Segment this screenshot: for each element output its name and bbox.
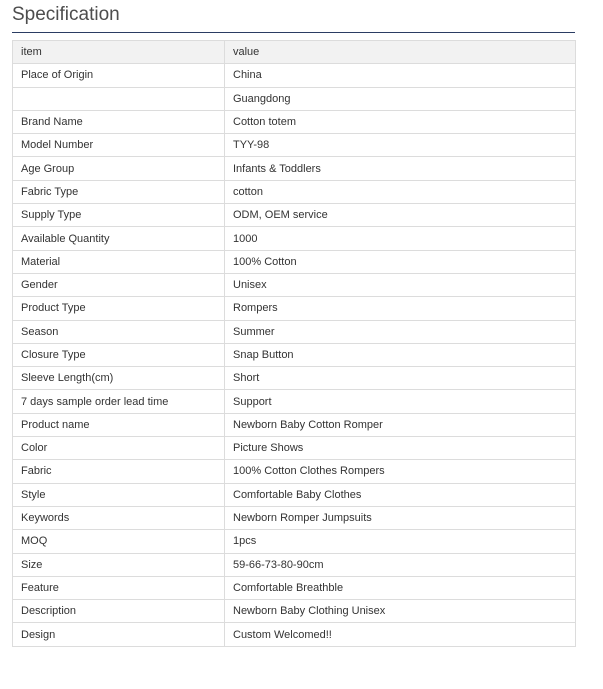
table-row bbox=[13, 506, 576, 529]
row-value-cell: Newborn Baby Clothing Unisex bbox=[225, 600, 576, 623]
row-item-cell: Design bbox=[13, 623, 225, 646]
row-item-cell: Size bbox=[13, 553, 225, 576]
table-row bbox=[13, 623, 576, 646]
row-item-cell: Description bbox=[13, 600, 225, 623]
table-row bbox=[13, 390, 576, 413]
table-row bbox=[13, 600, 576, 623]
row-value-cell: Summer bbox=[225, 320, 576, 343]
row-item-cell: Supply Type bbox=[13, 204, 225, 227]
row-item-cell: Model Number bbox=[13, 134, 225, 157]
header-item-cell: item bbox=[13, 41, 225, 64]
table-row bbox=[13, 483, 576, 506]
table-row bbox=[13, 553, 576, 576]
row-item-cell: MOQ bbox=[13, 530, 225, 553]
table-row bbox=[13, 343, 576, 366]
row-value-cell: Comfortable Breathble bbox=[225, 576, 576, 599]
row-value-cell: 100% Cotton Clothes Rompers bbox=[225, 460, 576, 483]
table-row bbox=[13, 437, 576, 460]
table-row bbox=[13, 576, 576, 599]
row-value-cell: Newborn Romper Jumpsuits bbox=[225, 506, 576, 529]
row-value-cell: ODM, OEM service bbox=[225, 204, 576, 227]
specification-table bbox=[12, 40, 576, 647]
table-row bbox=[13, 204, 576, 227]
row-value-cell: Picture Shows bbox=[225, 437, 576, 460]
table-row bbox=[13, 250, 576, 273]
table-row bbox=[13, 460, 576, 483]
row-item-cell: Brand Name bbox=[13, 110, 225, 133]
table-row bbox=[13, 367, 576, 390]
row-item-cell: Material bbox=[13, 250, 225, 273]
header-value-cell: value bbox=[225, 41, 576, 64]
table-row bbox=[13, 227, 576, 250]
row-value-cell: Support bbox=[225, 390, 576, 413]
row-item-cell: Available Quantity bbox=[13, 227, 225, 250]
table-row bbox=[13, 87, 576, 110]
table-row bbox=[13, 180, 576, 203]
table-row bbox=[13, 530, 576, 553]
table-row bbox=[13, 110, 576, 133]
table-row bbox=[13, 64, 576, 87]
row-item-cell: Color bbox=[13, 437, 225, 460]
row-value-cell: 1pcs bbox=[225, 530, 576, 553]
row-value-cell: 59-66-73-80-90cm bbox=[225, 553, 576, 576]
row-item-cell: Fabric bbox=[13, 460, 225, 483]
row-value-cell: Guangdong bbox=[225, 87, 576, 110]
table-row bbox=[13, 297, 576, 320]
row-value-cell: Comfortable Baby Clothes bbox=[225, 483, 576, 506]
table-row bbox=[13, 413, 576, 436]
table-header-row bbox=[13, 41, 576, 64]
row-item-cell: Age Group bbox=[13, 157, 225, 180]
row-item-cell: Gender bbox=[13, 273, 225, 296]
row-item-cell: Keywords bbox=[13, 506, 225, 529]
row-item-cell: Feature bbox=[13, 576, 225, 599]
row-value-cell: 1000 bbox=[225, 227, 576, 250]
row-item-cell: Product Type bbox=[13, 297, 225, 320]
title-divider bbox=[12, 32, 575, 33]
row-item-cell: Place of Origin bbox=[13, 64, 225, 87]
row-value-cell: TYY-98 bbox=[225, 134, 576, 157]
row-value-cell: Newborn Baby Cotton Romper bbox=[225, 413, 576, 436]
table-row bbox=[13, 157, 576, 180]
row-item-cell: Sleeve Length(cm) bbox=[13, 367, 225, 390]
row-value-cell: China bbox=[225, 64, 576, 87]
row-item-cell: Product name bbox=[13, 413, 225, 436]
row-value-cell: Infants & Toddlers bbox=[225, 157, 576, 180]
section-title: Specification bbox=[12, 4, 120, 25]
row-value-cell: Snap Button bbox=[225, 343, 576, 366]
row-item-cell: Style bbox=[13, 483, 225, 506]
row-item-cell: Season bbox=[13, 320, 225, 343]
row-value-cell: Rompers bbox=[225, 297, 576, 320]
table-row bbox=[13, 273, 576, 296]
row-value-cell: 100% Cotton bbox=[225, 250, 576, 273]
table-row bbox=[13, 320, 576, 343]
specification-table-body bbox=[13, 41, 576, 647]
row-item-cell bbox=[13, 87, 225, 110]
table-row bbox=[13, 134, 576, 157]
row-value-cell: Short bbox=[225, 367, 576, 390]
row-value-cell: Custom Welcomed!! bbox=[225, 623, 576, 646]
row-value-cell: cotton bbox=[225, 180, 576, 203]
row-item-cell: 7 days sample order lead time bbox=[13, 390, 225, 413]
row-value-cell: Unisex bbox=[225, 273, 576, 296]
row-item-cell: Closure Type bbox=[13, 343, 225, 366]
row-value-cell: Cotton totem bbox=[225, 110, 576, 133]
row-item-cell: Fabric Type bbox=[13, 180, 225, 203]
